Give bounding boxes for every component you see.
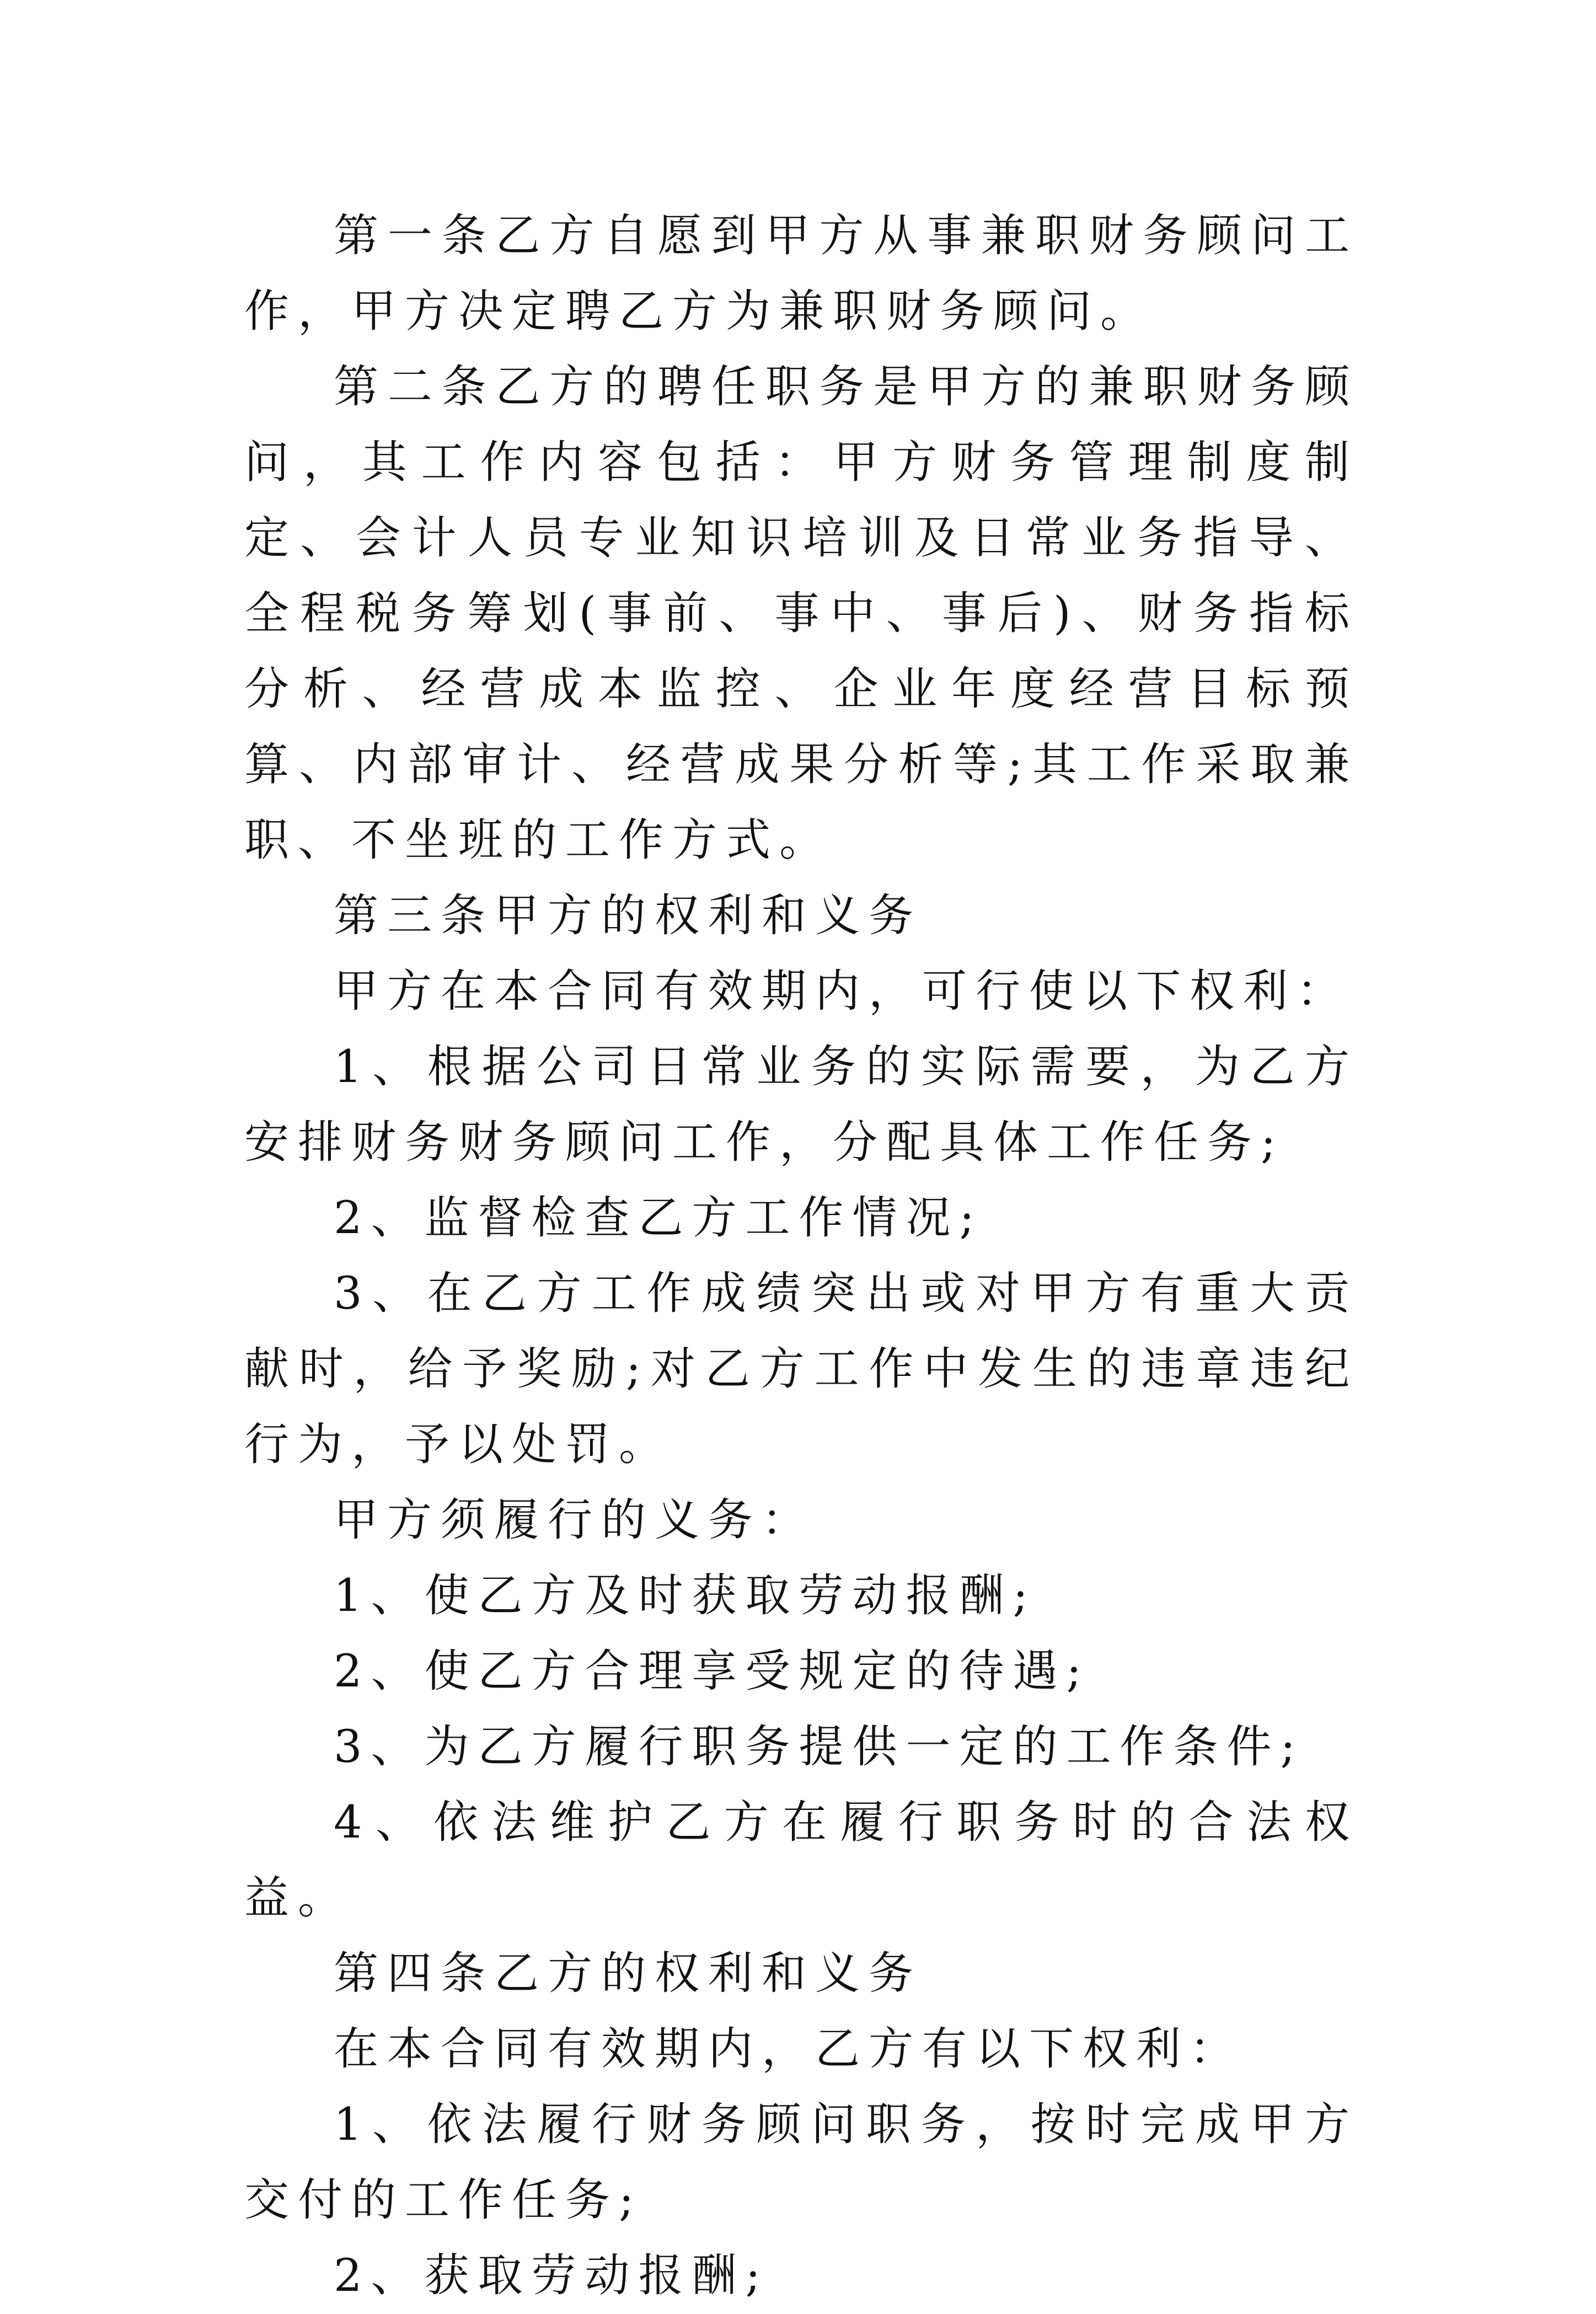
- party-a-obligation-4: 4、依法维护乙方在履行职务时的合法权益。: [244, 1797, 1358, 1924]
- party-a-right-2: 2、监督检查乙方工作情况;: [334, 1192, 983, 1244]
- party-b-right-2: 2、获取劳动报酬;: [334, 2250, 769, 2302]
- clause-4-heading: 第四条乙方的权利和义务: [334, 1948, 923, 2000]
- clause-3-heading: 第三条甲方的权利和义务: [334, 890, 923, 942]
- party-a-obligation-3: 3、为乙方履行职务提供一定的工作条件;: [334, 1721, 1304, 1773]
- document-body: [244, 199, 1358, 2314]
- clause-1-paragraph: 第一条乙方自愿到甲方从事兼职财务顾问工作，甲方决定聘乙方为兼职财务顾问。: [244, 210, 1358, 338]
- party-a-right-1: 1、根据公司日常业务的实际需要，为乙方安排财务财务顾问工作，分配具体工作任务;: [244, 1041, 1358, 1169]
- clause-2-paragraph: 第二条乙方的聘任职务是甲方的兼职财务顾问，其工作内容包括：甲方财务管理制度制定、会计人员专业知识培训及日常业务指导、全程税务筹划(事前、事中、事后)、财务指标分析、经营成本监控、企业年度经营目标预算、内部审计、经营成果分析等;其工作采取兼职、不坐班的工作方式。: [244, 361, 1358, 866]
- party-b-right-1: 1、依法履行财务顾问职务，按时完成甲方交付的工作任务;: [244, 2099, 1358, 2226]
- party-a-right-3: 3、在乙方工作成绩突出或对甲方有重大贡献时，给予奖励;对乙方工作中发生的违章违纪行为，予以处罚。: [244, 1268, 1358, 1471]
- party-a-obligations-intro: 甲方须履行的义务：: [334, 1495, 816, 1546]
- party-a-obligation-2: 2、使乙方合理享受规定的待遇;: [334, 1646, 1090, 1697]
- party-a-obligation-1: 1、使乙方及时获取劳动报酬;: [334, 1570, 1037, 1622]
- party-a-rights-intro: 甲方在本合同有效期内，可行使以下权利：: [334, 966, 1351, 1017]
- party-b-rights-intro: 在本合同有效期内，乙方有以下权利：: [334, 2023, 1244, 2075]
